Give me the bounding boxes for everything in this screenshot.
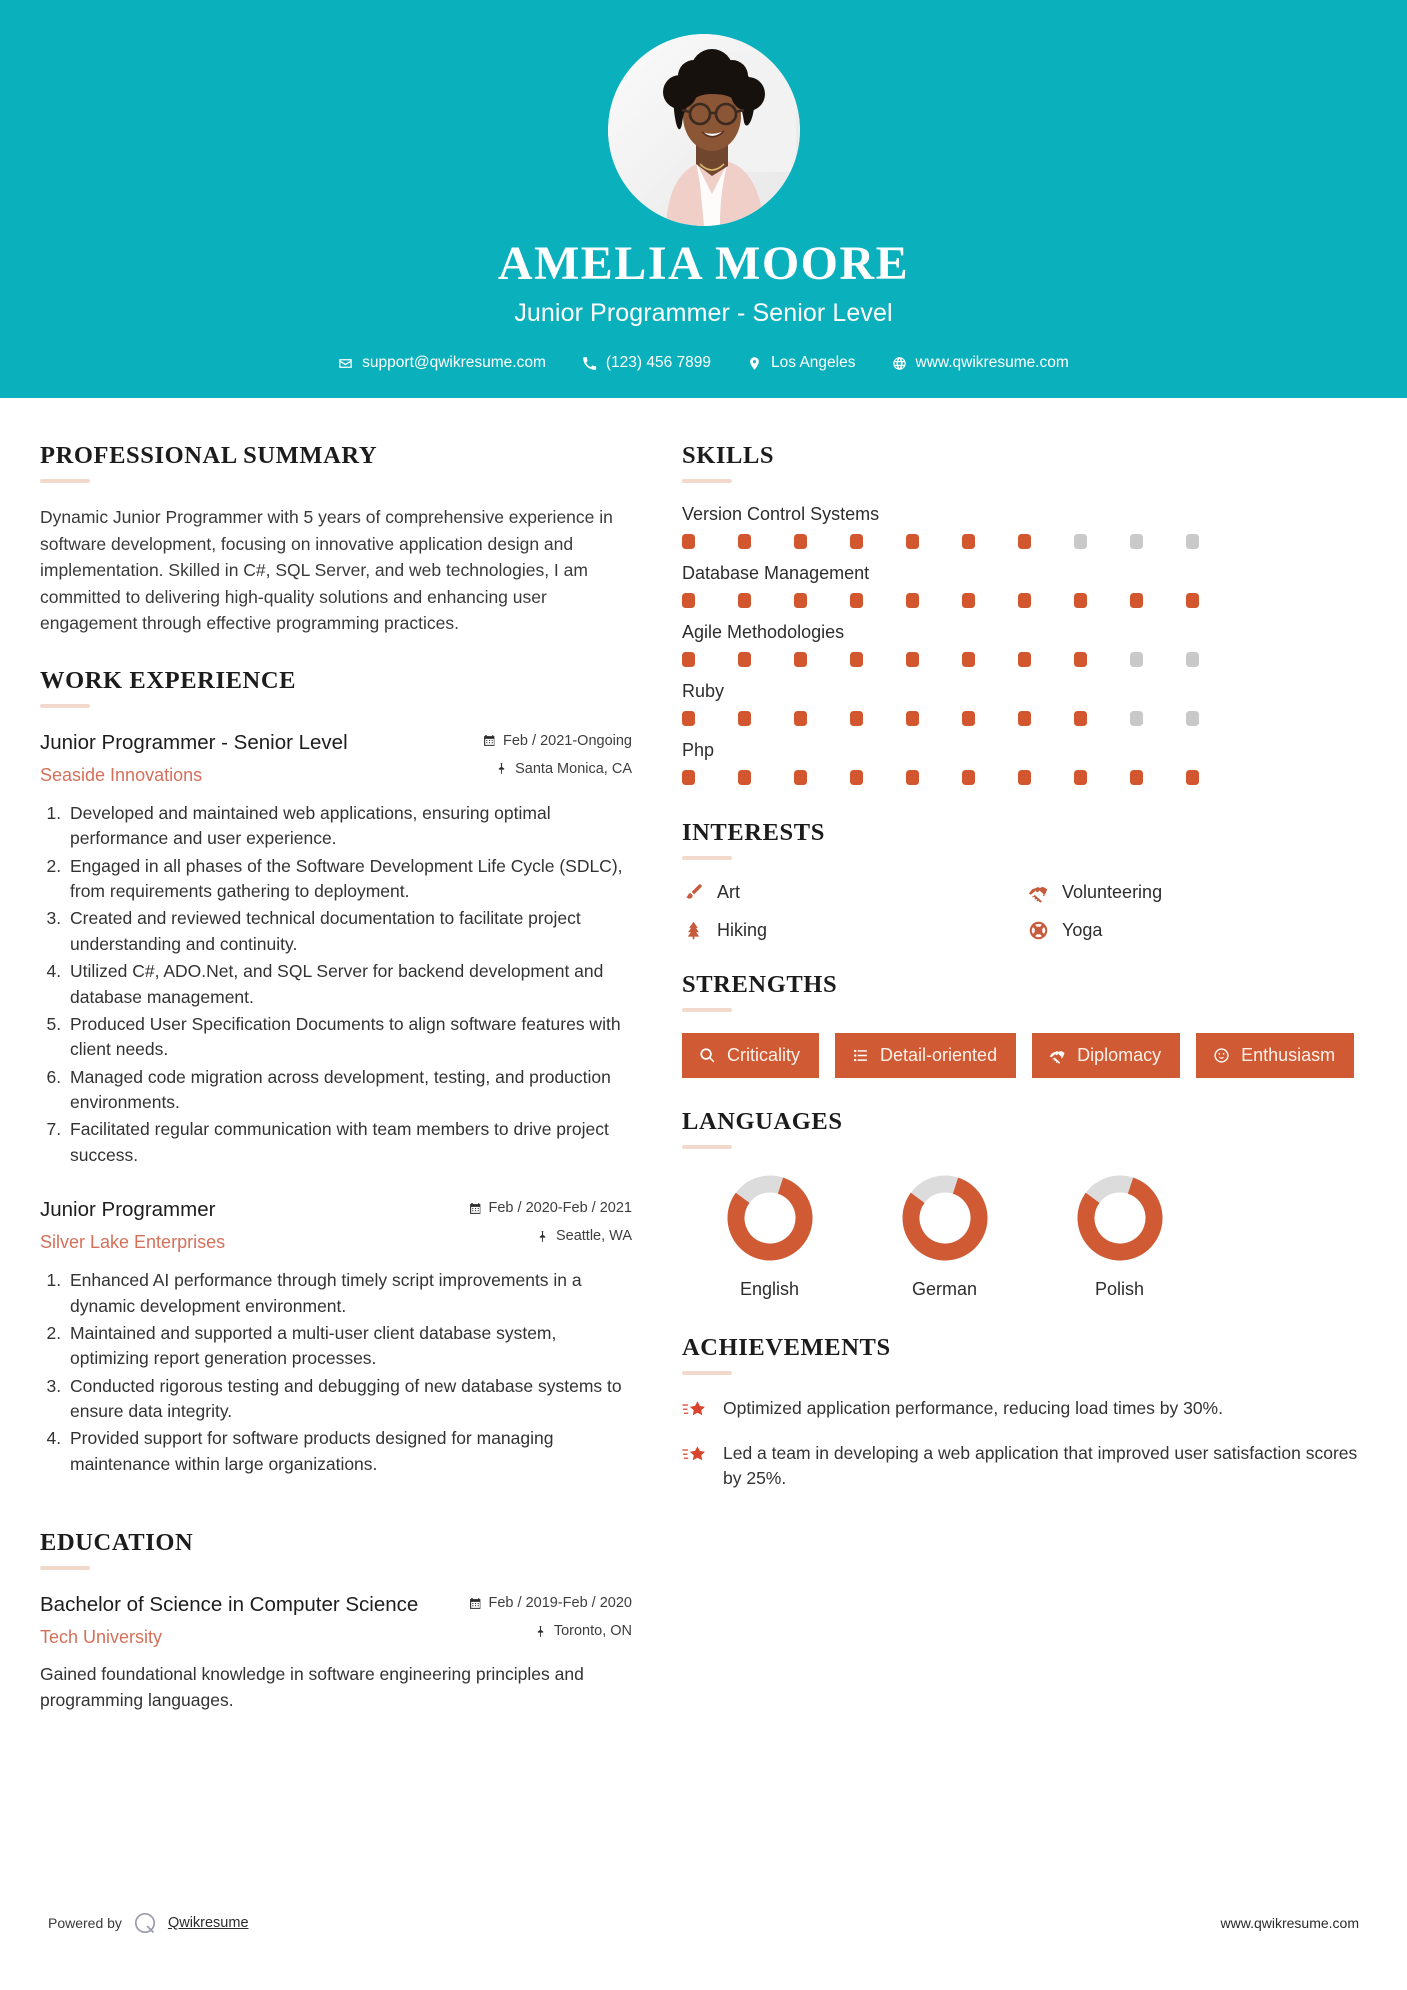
section-heading: WORK EXPERIENCE <box>40 666 297 694</box>
section-heading: STRENGTHS <box>682 971 838 998</box>
skill-rating-dot <box>906 770 919 785</box>
interest-label: Yoga <box>1062 919 1103 940</box>
experience-bullets <box>40 801 632 1168</box>
skill-rating-dot <box>738 534 751 549</box>
summary-text: Dynamic Junior Programmer with 5 years of comprehensive experience in software development, focusing on innovative application design and implementation. Skilled in C#, SQL Server, and web technologies, I am committed to delivering high-quality solutions and enhancing user engagement through effective programming practices. <box>40 507 613 634</box>
life-ring-icon <box>1027 919 1049 941</box>
strength-label: Diplomacy <box>1077 1045 1162 1065</box>
contact-bar <box>0 354 1407 372</box>
experience-meta <box>447 1196 632 1244</box>
interest-item <box>682 881 1017 903</box>
skill-rating-dot <box>682 770 695 785</box>
section-heading: EDUCATION <box>40 1529 194 1557</box>
skill-rating-dot <box>962 593 975 608</box>
list-item: 4. Provided support for software products designed for managing maintenance within large organizations. <box>66 1426 632 1477</box>
section-rule <box>682 1145 732 1149</box>
list-icon <box>852 1047 869 1064</box>
skill-rating-dot <box>962 770 975 785</box>
strength-chip-detail-oriented <box>835 1033 1016 1078</box>
strength-chip-diplomacy <box>1032 1033 1180 1078</box>
skill-rating-dot <box>1018 770 1031 785</box>
language-donut-chart <box>897 1170 993 1266</box>
section-rule <box>682 1371 732 1375</box>
resume-header <box>0 0 1407 398</box>
calendar-icon <box>469 1597 482 1610</box>
skill-item <box>682 563 1362 608</box>
language-item <box>1032 1170 1207 1300</box>
globe-icon <box>892 356 907 371</box>
skill-rating-dot <box>1018 652 1031 667</box>
education-location: Toronto, ON <box>553 1623 632 1640</box>
strength-label: Enthusiasm <box>1241 1045 1336 1065</box>
interest-label: Hiking <box>717 919 768 940</box>
qwikresume-link[interactable]: Qwikresume <box>167 1915 249 1931</box>
contact-location <box>747 354 855 372</box>
handshake-icon <box>1027 881 1049 903</box>
experience-organization: Seaside Innovations <box>40 764 203 785</box>
contact-location-text: Los Angeles <box>771 354 856 372</box>
skill-rating-dot <box>794 534 807 549</box>
section-heading: INTERESTS <box>682 819 825 846</box>
skill-rating-dot <box>850 711 863 726</box>
language-item <box>682 1170 857 1300</box>
strength-label: Detail-oriented <box>880 1045 998 1065</box>
section-rule <box>40 1566 90 1570</box>
skill-rating-dot <box>906 652 919 667</box>
pushpin-icon <box>534 1625 547 1638</box>
calendar-icon <box>483 734 496 747</box>
right-column <box>682 442 1362 1522</box>
star-burst-icon <box>682 1444 708 1468</box>
section-achievements <box>682 1334 1362 1492</box>
skill-rating-dot <box>738 593 751 608</box>
skill-rating-dot <box>1186 711 1199 726</box>
skill-rating-dot <box>794 593 807 608</box>
skill-label: Ruby <box>682 681 725 701</box>
experience-meta <box>447 729 632 777</box>
section-professional-summary <box>40 442 632 637</box>
education-institution: Tech University <box>40 1626 163 1647</box>
language-label: English <box>739 1279 800 1299</box>
skill-rating-dot <box>1130 711 1143 726</box>
experience-location-line <box>447 1228 632 1244</box>
skill-rating <box>682 593 1362 608</box>
pushpin-icon <box>536 1230 549 1243</box>
star-burst-icon <box>682 1399 708 1423</box>
achievement-text: Optimized application performance, reducing load times by 30%. <box>723 1398 1223 1418</box>
interest-item <box>682 919 1017 941</box>
education-meta <box>447 1591 632 1639</box>
page-footer <box>0 1910 1407 1990</box>
experience-location: Seattle, WA <box>555 1228 632 1245</box>
skill-item <box>682 681 1362 726</box>
skill-rating-dot <box>1130 652 1143 667</box>
list-item: 2. Engaged in all phases of the Software Development Life Cycle (SDLC), from requirements gathering to deployment. <box>66 854 632 905</box>
achievement-item <box>682 1441 1362 1492</box>
experience-location-line <box>447 761 632 777</box>
envelope-icon <box>338 356 353 371</box>
powered-by <box>48 1910 249 1936</box>
section-rule <box>682 479 732 483</box>
skill-rating-dot <box>962 711 975 726</box>
experience-date-line <box>447 733 632 749</box>
section-heading: LANGUAGES <box>682 1108 843 1135</box>
skill-rating-dot <box>738 652 751 667</box>
skill-rating-dot <box>850 770 863 785</box>
contact-email-text: support@qwikresume.com <box>362 354 546 372</box>
magnifier-icon <box>699 1047 716 1064</box>
skill-rating-dot <box>1074 770 1087 785</box>
contact-email[interactable] <box>338 354 546 372</box>
skill-rating-dot <box>794 711 807 726</box>
section-heading: PROFESSIONAL SUMMARY <box>40 442 378 469</box>
experience-bullets <box>40 1268 632 1477</box>
education-description: Gained foundational knowledge in software engineering principles and programming languages. <box>40 1664 584 1710</box>
list-item: 4. Utilized C#, ADO.Net, and SQL Server for backend development and database management. <box>66 959 632 1010</box>
skill-rating <box>682 770 1362 785</box>
experience-entry <box>40 729 632 1168</box>
education-location-line <box>447 1623 632 1639</box>
interest-item <box>1027 881 1362 903</box>
skill-rating-dot <box>682 711 695 726</box>
strength-chip-criticality <box>682 1033 819 1078</box>
skill-rating-dot <box>794 770 807 785</box>
pushpin-icon <box>495 762 508 775</box>
list-item: 7. Facilitated regular communication with team members to drive project success. <box>66 1117 632 1168</box>
skill-label: Version Control Systems <box>682 504 880 524</box>
section-work-experience <box>40 667 632 1477</box>
skill-rating-dot <box>682 593 695 608</box>
education-date-line <box>447 1595 632 1611</box>
list-item: 5. Produced User Specification Documents to align software features with client needs. <box>66 1012 632 1063</box>
skill-rating-dot <box>1186 770 1199 785</box>
skill-item <box>682 622 1362 667</box>
list-item: 3. Created and reviewed technical documentation to facilitate project understanding and continuity. <box>66 906 632 957</box>
contact-website-text: www.qwikresume.com <box>915 354 1069 372</box>
language-label: Polish <box>1094 1279 1145 1299</box>
skill-label: Database Management <box>682 563 870 583</box>
list-item: 1. Developed and maintained web applications, ensuring optimal performance and user experience. <box>66 801 632 852</box>
skill-rating <box>682 652 1362 667</box>
skill-rating-dot <box>682 652 695 667</box>
skill-rating-dot <box>1018 711 1031 726</box>
skill-rating-dot <box>850 534 863 549</box>
list-item: 6. Managed code migration across development, testing, and production environments. <box>66 1065 632 1116</box>
calendar-icon <box>469 1202 482 1215</box>
skill-rating <box>682 534 1362 549</box>
smiley-icon <box>1213 1047 1230 1064</box>
skill-rating-dot <box>1074 534 1087 549</box>
skill-item <box>682 504 1362 549</box>
language-donut-chart <box>722 1170 818 1266</box>
skill-rating-dot <box>962 652 975 667</box>
skill-rating-dot <box>1130 593 1143 608</box>
section-interests <box>682 819 1362 941</box>
list-item: 1. Enhanced AI performance through timely script improvements in a dynamic development environment. <box>66 1268 632 1319</box>
contact-phone[interactable] <box>582 354 711 372</box>
resume-body <box>0 398 1407 1743</box>
location-pin-icon <box>747 356 762 371</box>
strengths-list <box>682 1033 1362 1078</box>
education-date: Feb / 2019-Feb / 2020 <box>488 1595 632 1612</box>
skill-rating-dot <box>738 770 751 785</box>
header-job-title: Junior Programmer - Senior Level <box>514 299 893 328</box>
contact-phone-text: (123) 456 7899 <box>605 354 712 372</box>
achievement-text: Led a team in developing a web application that improved user satisfaction scores by 25%. <box>723 1443 1358 1489</box>
experience-location: Santa Monica, CA <box>515 760 632 777</box>
skill-rating-dot <box>1018 593 1031 608</box>
section-heading: SKILLS <box>682 442 775 469</box>
section-heading: ACHIEVEMENTS <box>682 1334 891 1361</box>
section-rule <box>40 479 90 483</box>
language-label: German <box>911 1279 978 1299</box>
experience-date-line <box>447 1200 632 1216</box>
footer-url[interactable]: www.qwikresume.com <box>1220 1915 1359 1931</box>
handshake-icon <box>1049 1047 1066 1064</box>
phone-icon <box>582 356 597 371</box>
skill-rating-dot <box>1186 593 1199 608</box>
skill-rating-dot <box>1130 534 1143 549</box>
skill-rating-dot <box>738 711 751 726</box>
section-strengths <box>682 971 1362 1078</box>
powered-by-label: Powered by <box>48 1915 122 1931</box>
strength-chip-enthusiasm <box>1196 1033 1354 1078</box>
skill-rating-dot <box>850 593 863 608</box>
skill-rating-dot <box>1074 652 1087 667</box>
skill-rating-dot <box>1018 534 1031 549</box>
section-rule <box>682 1008 732 1012</box>
skill-rating-dot <box>794 652 807 667</box>
skill-rating-dot <box>1074 593 1087 608</box>
experience-entry <box>40 1196 632 1477</box>
experience-date: Feb / 2021-Ongoing <box>503 732 632 749</box>
paintbrush-icon <box>682 881 704 903</box>
skill-rating-dot <box>962 534 975 549</box>
experience-organization: Silver Lake Enterprises <box>40 1231 226 1252</box>
skill-rating <box>682 711 1362 726</box>
education-entry <box>40 1591 632 1713</box>
qwikresume-logo-icon <box>132 1910 158 1936</box>
languages-list <box>682 1170 1362 1300</box>
list-item: 2. Maintained and supported a multi-user client database system, optimizing report generation processes. <box>66 1321 632 1372</box>
avatar <box>608 34 800 226</box>
skill-rating-dot <box>906 711 919 726</box>
left-column <box>40 442 632 1743</box>
skills-list <box>682 504 1362 785</box>
education-degree: Bachelor of Science in Computer Science <box>40 1593 419 1617</box>
skill-rating-dot <box>1130 770 1143 785</box>
skill-rating-dot <box>850 652 863 667</box>
language-donut-chart <box>1072 1170 1168 1266</box>
skill-rating-dot <box>1186 534 1199 549</box>
interest-item <box>1027 919 1362 941</box>
skill-item <box>682 740 1362 785</box>
experience-role: Junior Programmer - Senior Level <box>40 730 348 754</box>
skill-label: Agile Methodologies <box>682 622 845 642</box>
interests-grid <box>682 881 1362 941</box>
section-rule <box>682 856 732 860</box>
skill-rating-dot <box>906 534 919 549</box>
section-rule <box>40 704 90 708</box>
interest-label: Volunteering <box>1062 881 1163 902</box>
strength-label: Criticality <box>727 1045 801 1065</box>
list-item: 3. Conducted rigorous testing and debugging of new database systems to ensure data integrity. <box>66 1374 632 1425</box>
skill-rating-dot <box>1074 711 1087 726</box>
section-languages <box>682 1108 1362 1300</box>
tree-icon <box>682 919 704 941</box>
interest-label: Art <box>717 881 741 902</box>
experience-role: Junior Programmer <box>40 1198 216 1222</box>
achievement-item <box>682 1396 1362 1423</box>
skill-rating-dot <box>906 593 919 608</box>
page-title: AMELIA MOORE <box>497 237 910 290</box>
section-skills <box>682 442 1362 785</box>
skill-label: Php <box>682 740 715 760</box>
experience-date: Feb / 2020-Feb / 2021 <box>488 1200 632 1217</box>
contact-website[interactable] <box>892 354 1069 372</box>
section-education <box>40 1529 632 1713</box>
skill-rating-dot <box>1186 652 1199 667</box>
skill-rating-dot <box>682 534 695 549</box>
language-item <box>857 1170 1032 1300</box>
